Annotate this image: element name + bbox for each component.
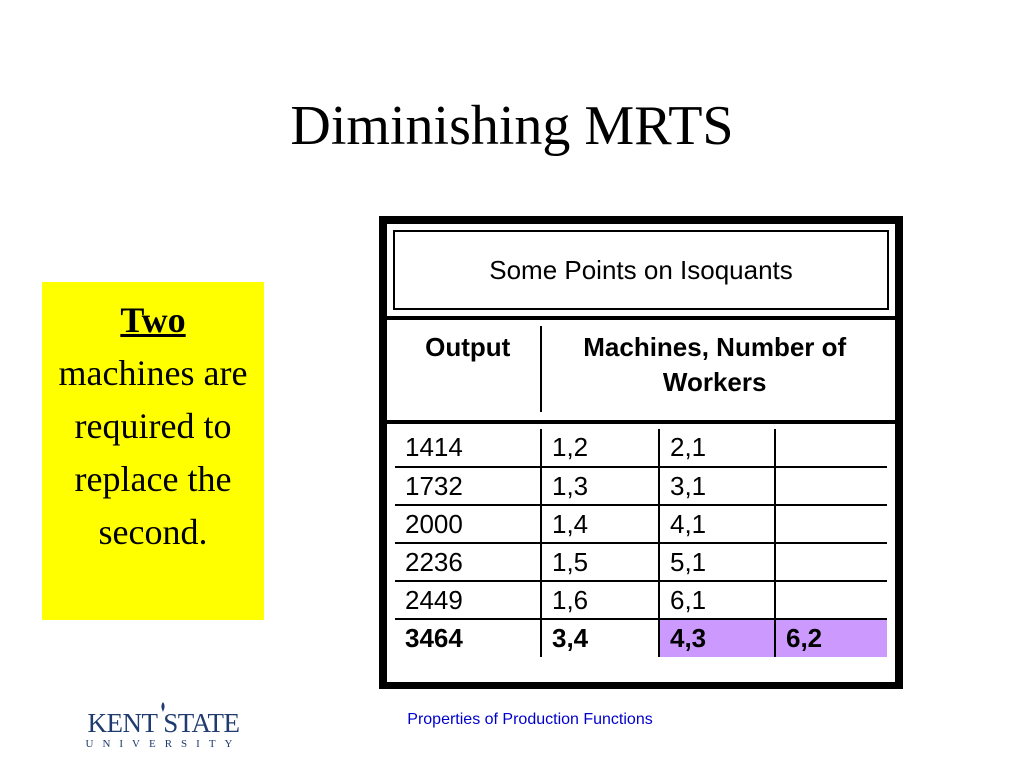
table-cell-highlight: 6,2: [775, 619, 887, 657]
table-cell: 1732: [395, 467, 541, 505]
isoquant-table-frame: [379, 216, 903, 689]
kent-state-logo: [76, 700, 251, 752]
slide-title: Diminishing MRTS: [290, 95, 734, 157]
table-cell: 2449: [395, 581, 541, 619]
table-cell-highlight: 4,3: [659, 619, 775, 657]
table-cell: 3464: [395, 619, 541, 657]
table-cell: 5,1: [659, 543, 775, 581]
table-header: [395, 326, 887, 412]
table-cell: 1,3: [541, 467, 659, 505]
table-caption: Some Points on Isoquants: [395, 232, 887, 308]
logo-wordmark: KENT STATE: [87, 708, 240, 738]
table-cell: [775, 467, 887, 505]
table-row-highlighted: [395, 619, 887, 657]
table-row: [395, 467, 887, 505]
table-cell: 2,1: [659, 429, 775, 467]
callout-emphasis: Two: [120, 300, 186, 340]
callout-text: machines are required to replace the second.: [58, 353, 248, 552]
table-cell: [775, 429, 887, 467]
table-cell: 1,5: [541, 543, 659, 581]
table-cell: 4,1: [659, 505, 775, 543]
table-cell: 2000: [395, 505, 541, 543]
table-row: [395, 543, 887, 581]
table-cell: 1,2: [541, 429, 659, 467]
table-cell: 1,4: [541, 505, 659, 543]
table-cell: [775, 505, 887, 543]
table-row: [395, 581, 887, 619]
table-row: [395, 429, 887, 467]
table-row: [395, 505, 887, 543]
table-cell: 2236: [395, 543, 541, 581]
header-output: Output: [395, 326, 542, 412]
table-cell: 3,1: [659, 467, 775, 505]
slide-footer: Properties of Production Functions: [407, 711, 653, 728]
table-cell: [775, 581, 887, 619]
table-cell: 1,6: [541, 581, 659, 619]
table-cell: 6,1: [659, 581, 775, 619]
callout-note: [42, 282, 264, 620]
isoquant-table: [395, 429, 887, 657]
header-inputs: Machines, Number of Workers: [583, 332, 847, 397]
table-cell: [775, 543, 887, 581]
table-cell: 1414: [395, 429, 541, 467]
table-cell: 3,4: [541, 619, 659, 657]
logo-subtitle: UNIVERSITY: [85, 738, 242, 750]
